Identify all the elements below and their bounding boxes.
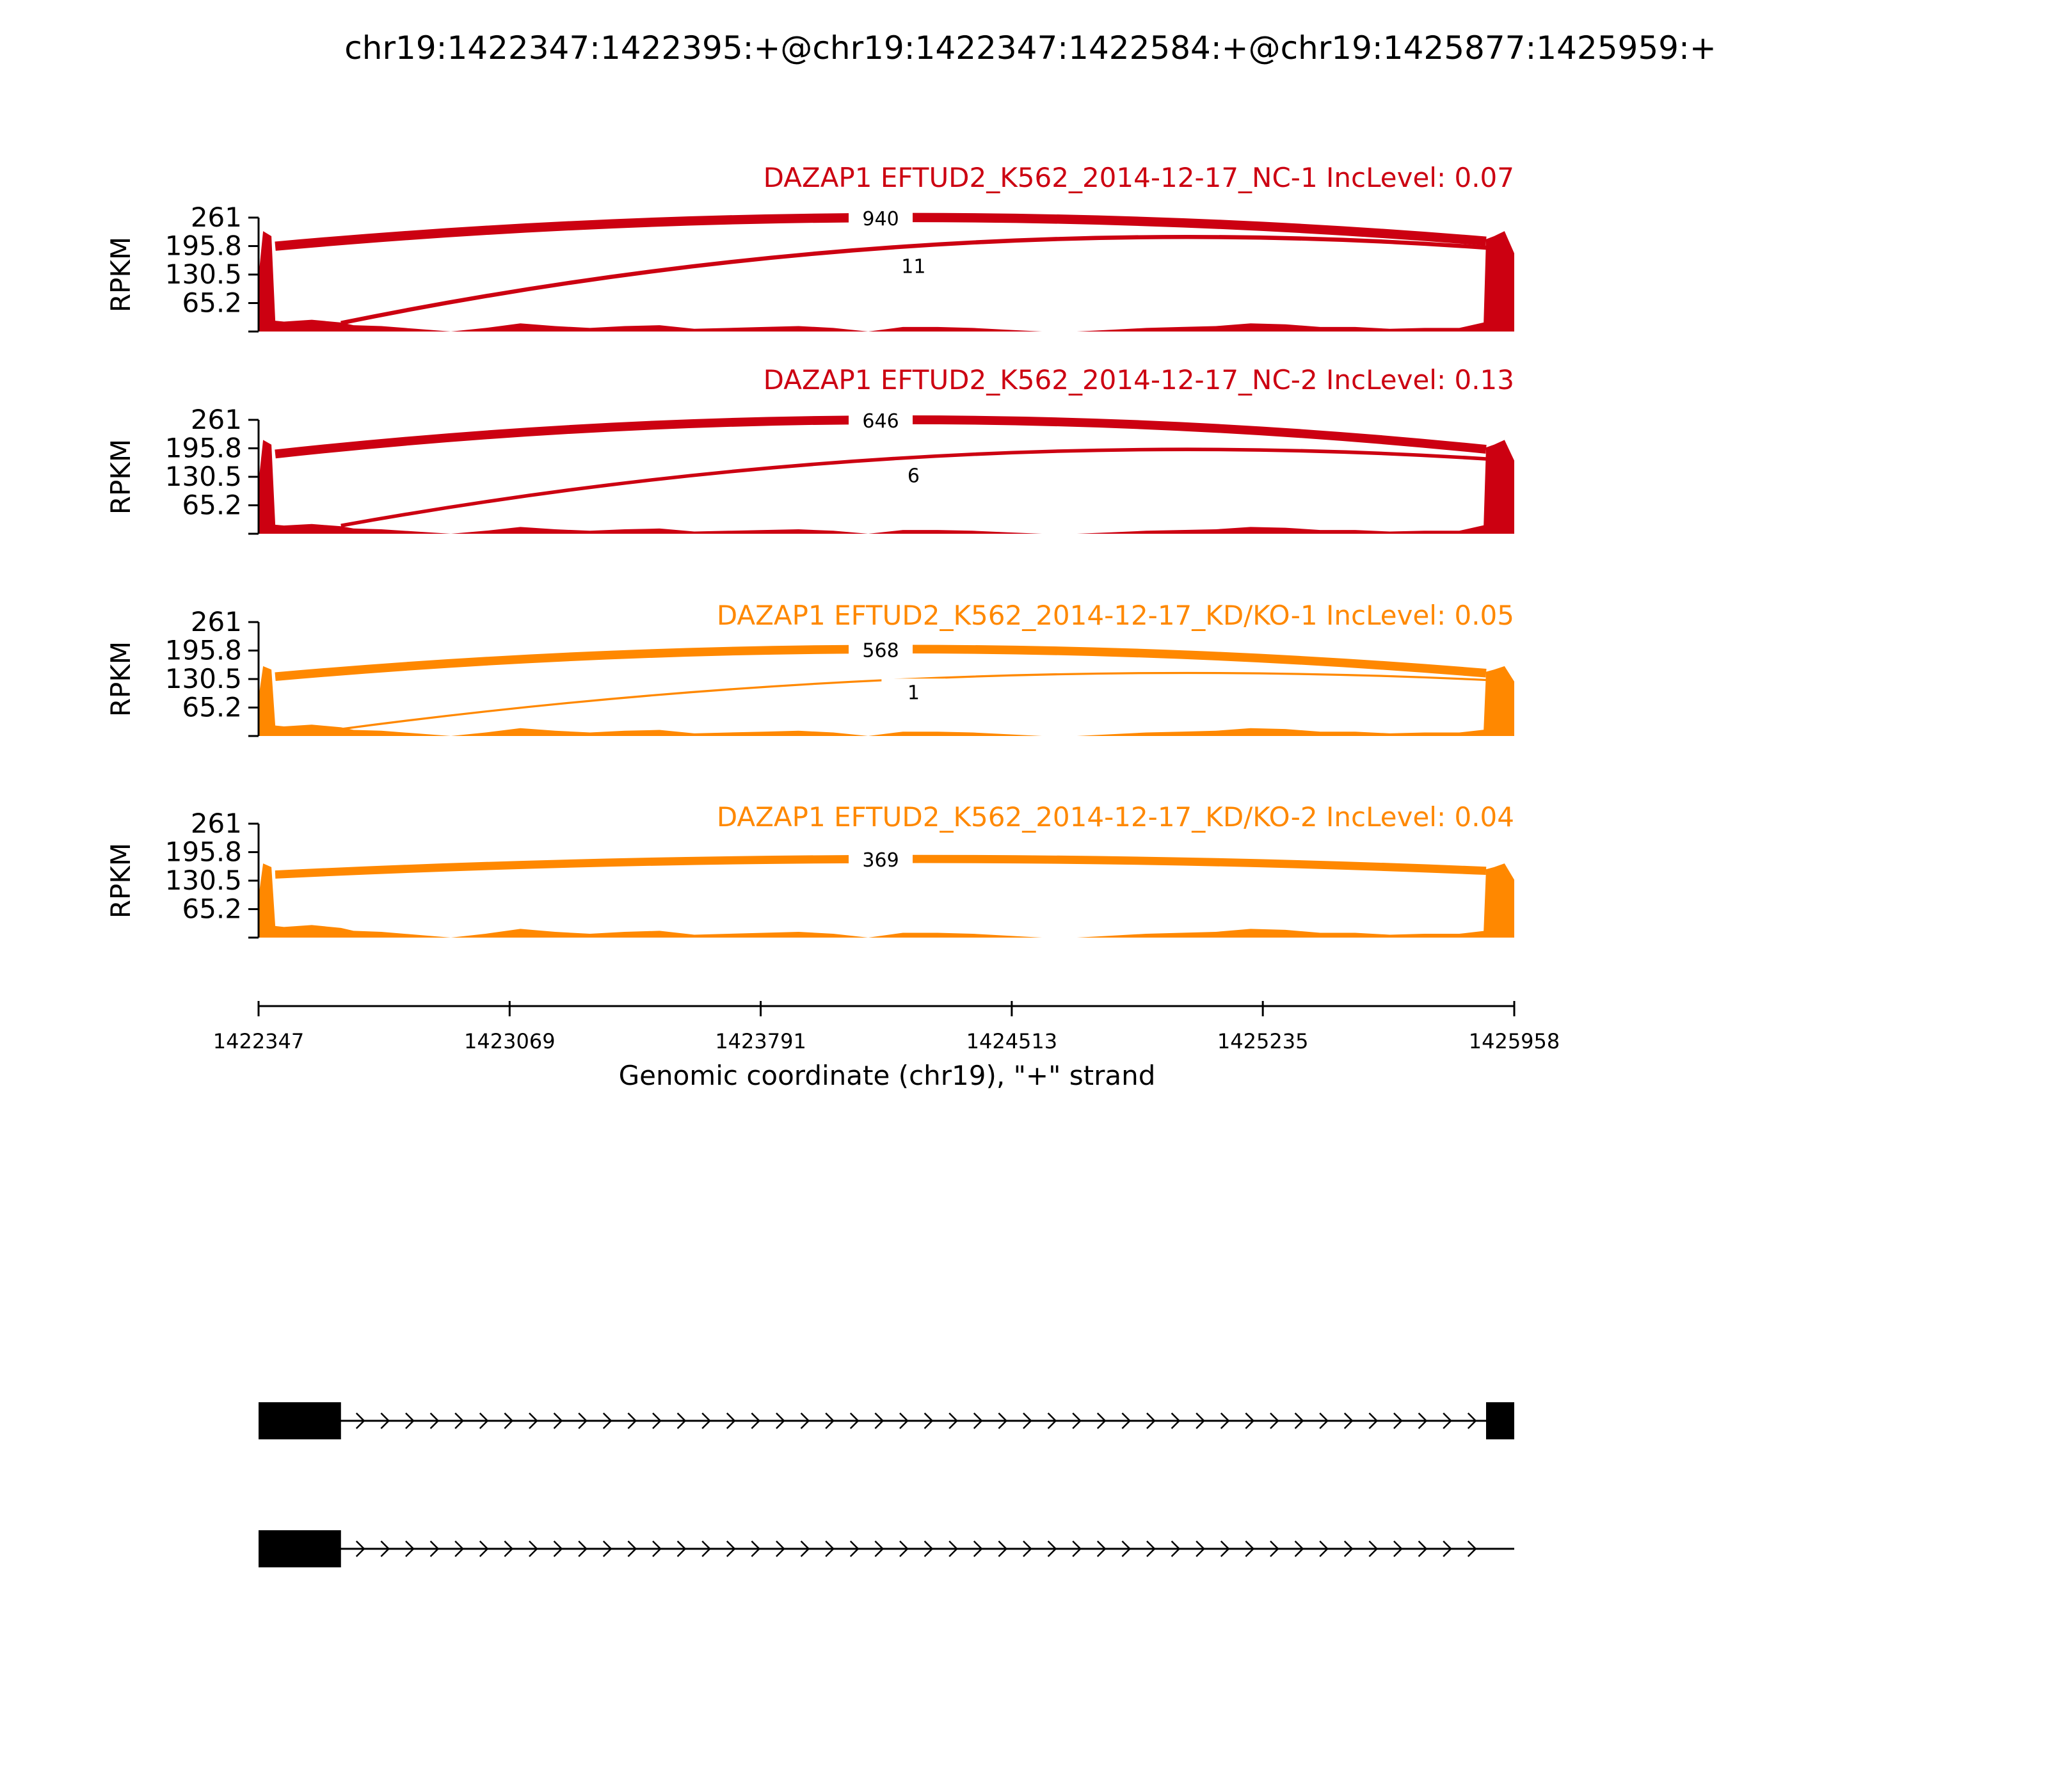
y-tick-label: 65.2: [182, 691, 242, 723]
x-tick-label: 1425958: [1468, 1029, 1560, 1053]
panel-title: DAZAP1 EFTUD2_K562_2014-12-17_KD/KO-1 IncLevel: 0.05: [716, 600, 1514, 631]
y-tick-label: 65.2: [182, 489, 242, 521]
x-tick-label: 1423791: [715, 1029, 806, 1053]
y-tick-label: 130.5: [164, 663, 242, 694]
y-tick-label: 130.5: [164, 461, 242, 492]
y-tick-label: 261: [190, 404, 242, 435]
y-tick-label: 130.5: [164, 865, 242, 896]
y-tick-label: 130.5: [164, 259, 242, 290]
y-axis-label: RPKM: [105, 438, 136, 515]
exon-block: [259, 1530, 341, 1567]
x-tick-label: 1422347: [212, 1029, 305, 1053]
junction-count-label: 369: [862, 849, 899, 872]
y-axis-label: RPKM: [105, 842, 136, 919]
chart-title: chr19:1422347:1422395:+@chr19:1422347:1422584:+@chr19:1425877:1425959:+: [344, 29, 1716, 67]
x-tick-label: 1425235: [1217, 1029, 1309, 1053]
x-tick-label: 1423069: [464, 1029, 556, 1053]
y-tick-label: 195.8: [164, 432, 242, 464]
panel-title: DAZAP1 EFTUD2_K562_2014-12-17_NC-1 IncLevel: 0.07: [763, 162, 1514, 193]
junction-count-label: 568: [862, 639, 899, 662]
x-tick-label: 1424513: [966, 1029, 1058, 1053]
panel-title: DAZAP1 EFTUD2_K562_2014-12-17_NC-2 IncLevel: 0.13: [763, 364, 1514, 396]
y-tick-label: 195.8: [164, 230, 242, 262]
junction-count-label: 11: [901, 255, 926, 278]
y-tick-label: 261: [190, 202, 242, 233]
junction-count-label: 1: [907, 682, 920, 705]
y-tick-label: 65.2: [182, 893, 242, 925]
exon-block: [259, 1402, 341, 1439]
junction-count-label: 940: [862, 208, 899, 230]
junction-count-label: 6: [907, 465, 920, 488]
junction-count-label: 646: [862, 410, 899, 433]
y-tick-label: 195.8: [164, 634, 242, 666]
y-axis-label: RPKM: [105, 236, 136, 313]
y-tick-label: 261: [190, 606, 242, 637]
y-tick-label: 195.8: [164, 836, 242, 868]
y-tick-label: 261: [190, 808, 242, 839]
y-axis-label: RPKM: [105, 641, 136, 717]
exon-block: [1486, 1402, 1514, 1439]
x-axis-label: Genomic coordinate (chr19), "+" strand: [618, 1060, 1156, 1091]
panel-title: DAZAP1 EFTUD2_K562_2014-12-17_KD/KO-2 IncLevel: 0.04: [716, 801, 1514, 833]
y-tick-label: 65.2: [182, 287, 242, 319]
